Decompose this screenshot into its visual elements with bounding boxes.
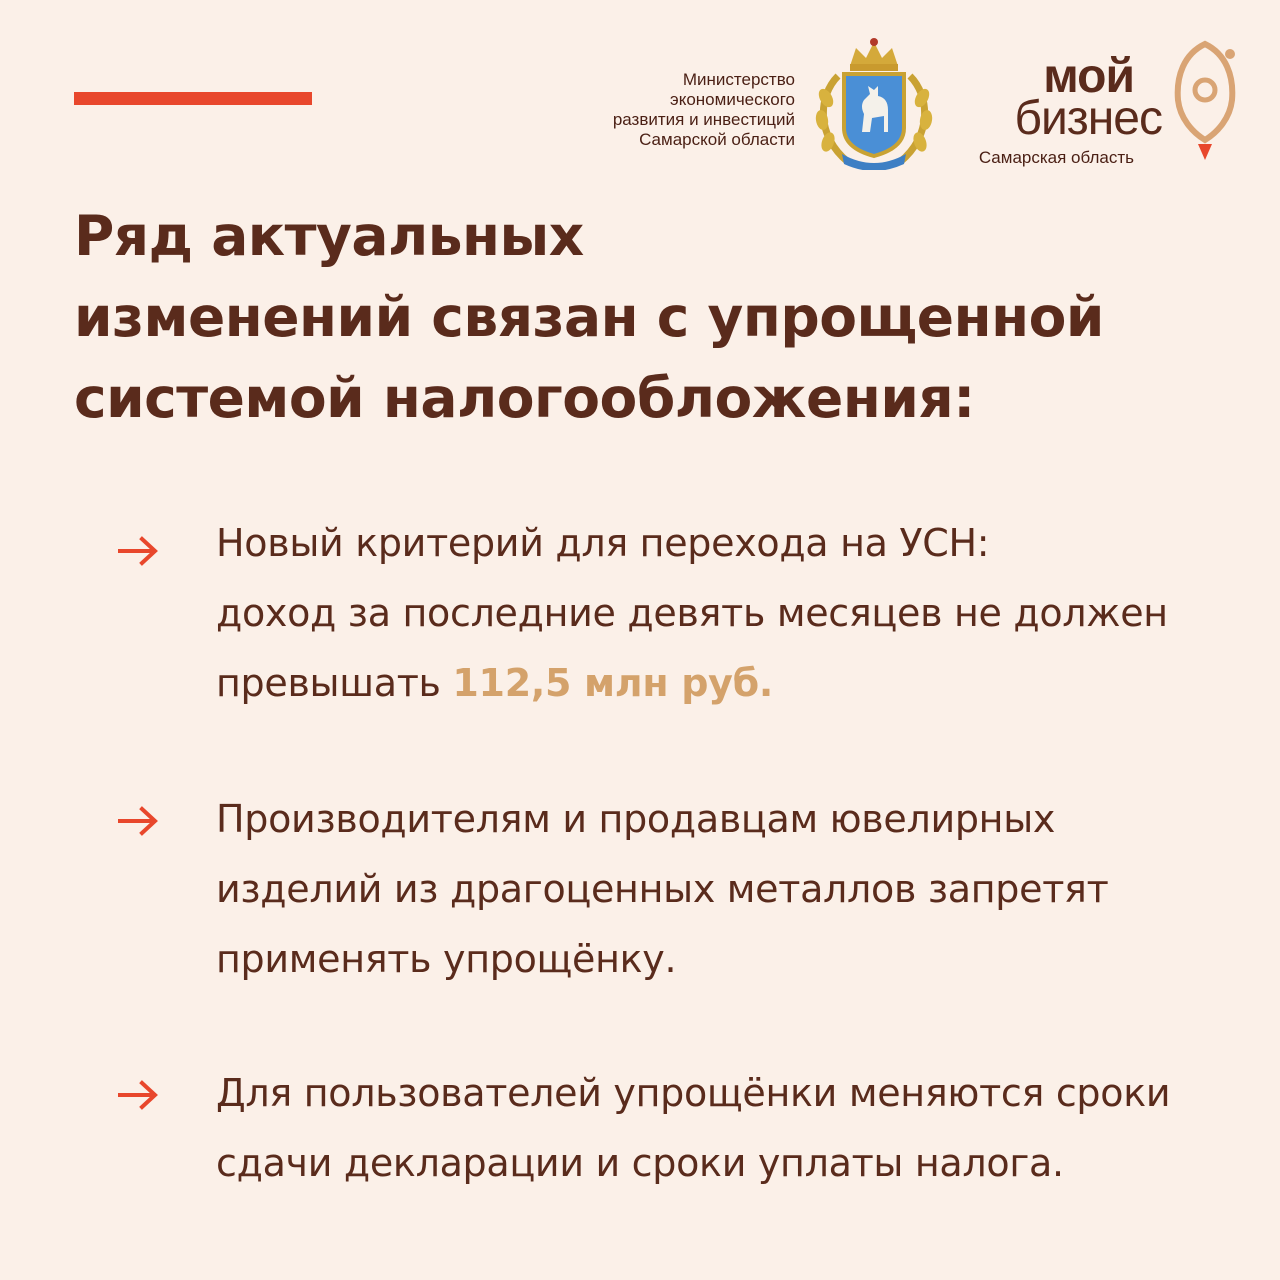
brand-region: Самарская область [978, 148, 1134, 167]
arrow-right-icon [118, 536, 160, 566]
moy-biznes-logo [972, 50, 1162, 168]
list-item-text [216, 1058, 1236, 1198]
rocket-pin-icon [1168, 40, 1242, 162]
brand-word-top: мой [1043, 50, 1134, 103]
list-item-text [216, 508, 1236, 718]
list-item-line: сдачи декларации и сроки уплаты налога. [216, 1141, 1064, 1185]
ministry-line: Министерство [682, 70, 795, 89]
page-title [74, 196, 1234, 439]
list-item-line: Новый критерий для перехода на УСН: [216, 521, 990, 565]
accent-line [74, 92, 312, 105]
title-line: системой налогообложения: [74, 366, 975, 430]
title-line: Ряд актуальных [74, 204, 584, 268]
samara-coat-of-arms-icon [808, 36, 940, 170]
list-item-line: применять упрощёнку. [216, 937, 677, 981]
list-item-line [216, 648, 1236, 718]
arrow-right-icon [118, 1080, 160, 1110]
brand-word-bottom: бизнес [1014, 92, 1162, 145]
list-item-prefix: превышать [216, 661, 453, 705]
list-item-line: изделий из драгоценных металлов запретят [216, 867, 1109, 911]
list-item-line: Производителям и продавцам ювелирных [216, 797, 1056, 841]
income-limit-highlight: 112,5 млн руб. [452, 661, 773, 705]
ministry-line: Самарской области [639, 130, 795, 149]
ministry-line: экономического [670, 90, 795, 109]
title-line: изменений связан с упрощенной [74, 285, 1104, 349]
ministry-name [560, 70, 795, 150]
ministry-line: развития и инвестиций [612, 110, 795, 129]
list-item-text [216, 784, 1236, 994]
arrow-right-icon [118, 806, 160, 836]
list-item-line: Для пользователей упрощёнки меняются сроки [216, 1071, 1171, 1115]
list-item-line: доход за последние девять месяцев не должен [216, 591, 1168, 635]
